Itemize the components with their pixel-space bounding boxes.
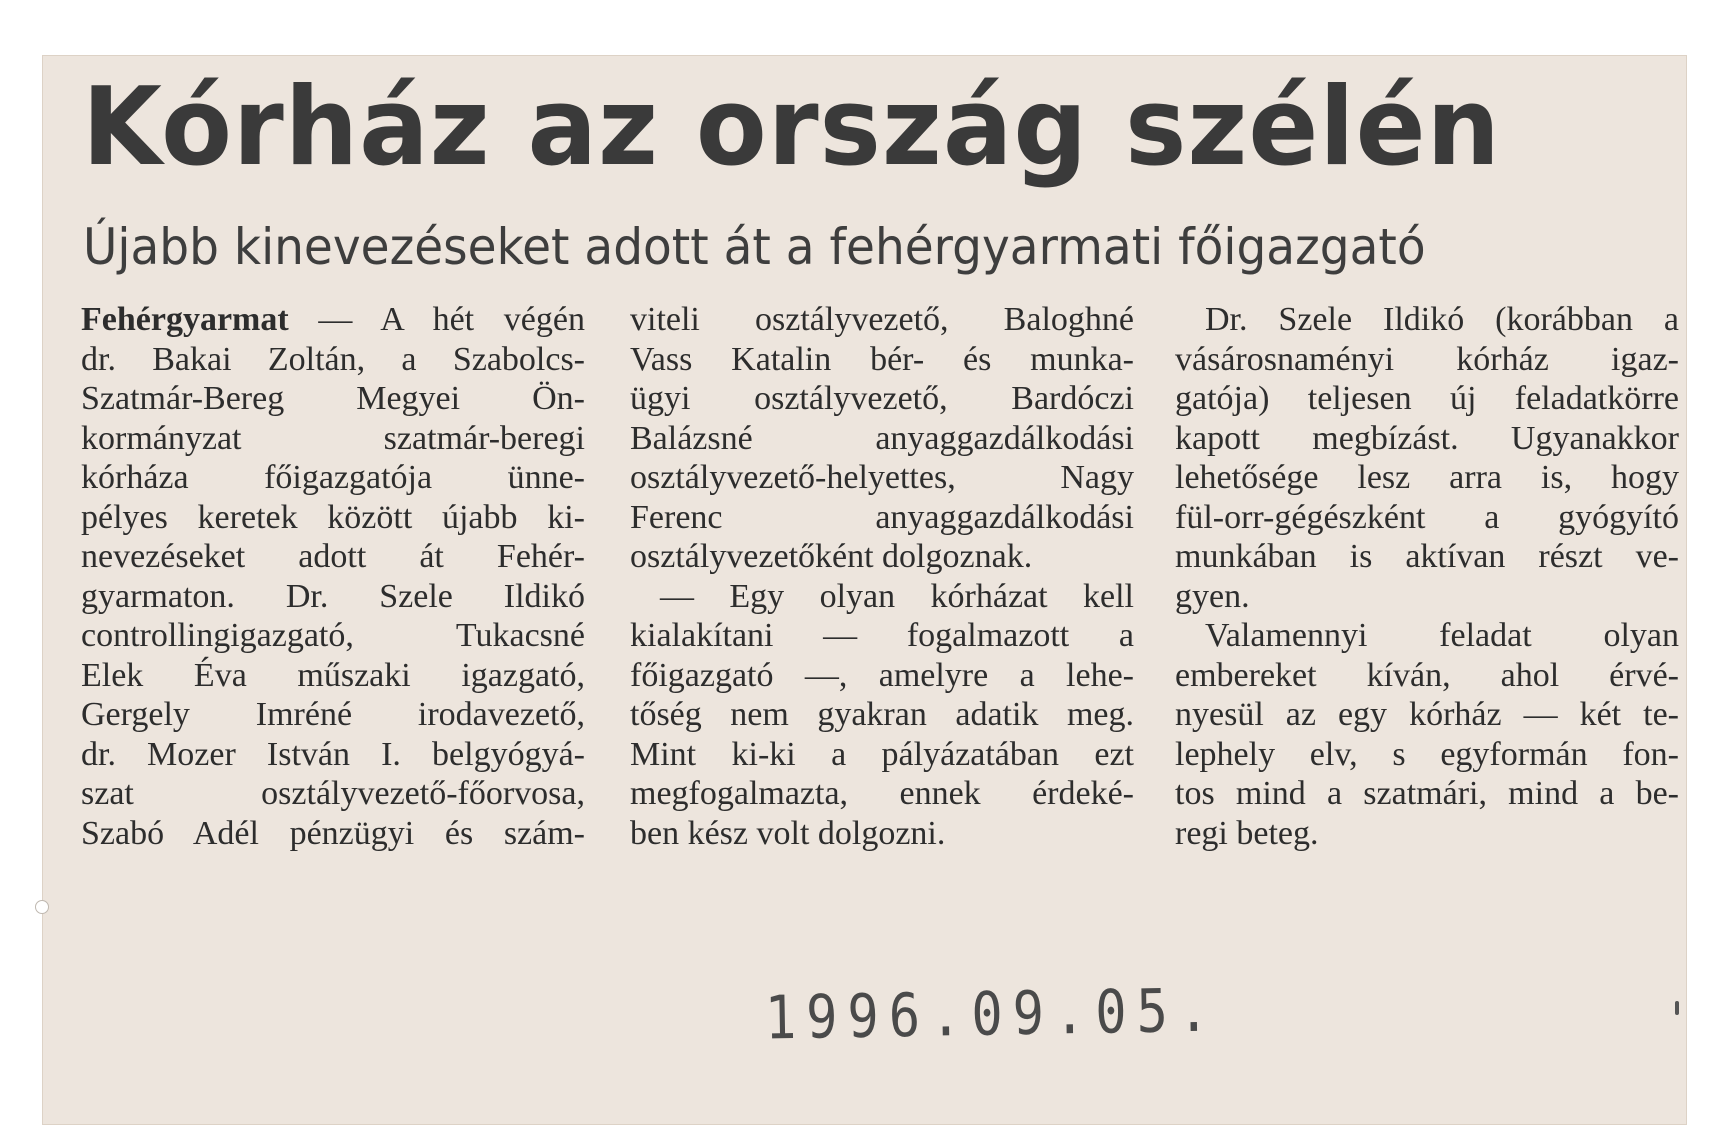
column-line: [81, 300, 585, 340]
punch-hole: [35, 900, 49, 914]
column-line: lephely elv, s egyformán fon-: [1175, 735, 1679, 773]
article-headline: Kórház az ország szélén: [82, 65, 1501, 190]
column-line: — Egy olyan kórházat kell: [660, 577, 1134, 615]
column-line: főigazgató —, amelyre a lehe-: [630, 656, 1134, 694]
column-line: regi beteg.: [1175, 814, 1319, 852]
column-line: kialakítani — fogalmazott a: [630, 617, 1134, 654]
column-line: osztályvezetőként dolgoznak.: [630, 538, 1033, 575]
article-column-1: [81, 300, 585, 853]
column-line: Balázsné anyaggazdálkodási: [630, 419, 1134, 457]
column-line: Dr. Szele Ildikó (korábban a: [1205, 301, 1679, 338]
edge-mark: [1675, 1001, 1679, 1015]
column-line: kórháza főigazgatója ünne-: [81, 459, 585, 496]
column-line: Mint ki-ki a pályázatában ezt: [630, 735, 1134, 773]
column-line: viteli osztályvezető, Baloghné: [630, 301, 1134, 338]
column-line: kapott megbízást. Ugyanakkor: [1175, 419, 1679, 457]
column-line: kormányzat szatmár-beregi: [81, 419, 585, 457]
column-line: embereket kíván, ahol érvé-: [1175, 656, 1679, 694]
column-line: vásárosnaményi kórház igaz-: [1175, 340, 1679, 378]
article-column-3: [1175, 300, 1679, 853]
column-line: Elek Éva műszaki igazgató,: [81, 656, 585, 694]
column-line-text: — A hét végén: [288, 301, 585, 338]
article-column-2: [630, 300, 1134, 853]
column-line: nyesül az egy kórház — két te-: [1175, 696, 1679, 733]
column-line: gatója) teljesen új feladatkörre: [1175, 380, 1679, 417]
article-subheadline: Újabb kinevezéseket adott át a fehérgyarmati főigazgató: [83, 218, 1426, 276]
column-line: Vass Katalin bér- és munka-: [630, 340, 1134, 378]
column-line: tos mind a szatmári, mind a be-: [1175, 775, 1679, 812]
column-line: osztályvezető-helyettes, Nagy: [630, 459, 1134, 496]
column-line: Gergely Imréné irodavezető,: [81, 696, 585, 733]
newspaper-clipping: [42, 55, 1687, 1125]
column-line: lehetősége lesz arra is, hogy: [1175, 459, 1679, 496]
dateline: Fehérgyarmat: [81, 301, 289, 338]
column-line: dr. Bakai Zoltán, a Szabolcs-: [81, 340, 585, 378]
handwritten-date: 1996.09.05.: [764, 976, 1220, 1054]
column-line: gyen.: [1175, 577, 1250, 615]
column-line: gyarmaton. Dr. Szele Ildikó: [81, 577, 585, 615]
column-line: Ferenc anyaggazdálkodási: [630, 498, 1134, 536]
column-line: controllingigazgató, Tukacsné: [81, 617, 585, 654]
column-line: Valamennyi feladat olyan: [1205, 617, 1679, 654]
column-line: dr. Mozer István I. belgyógyá-: [81, 735, 585, 773]
column-line: megfogalmazta, ennek érdeké-: [630, 775, 1134, 812]
column-line: Szabó Adél pénzügyi és szám-: [81, 814, 585, 852]
column-line: tőség nem gyakran adatik meg.: [630, 696, 1134, 733]
column-line: ügyi osztályvezető, Bardóczi: [630, 380, 1134, 417]
column-line: Szatmár-Bereg Megyei Ön-: [81, 380, 585, 417]
column-line: szat osztályvezető-főorvosa,: [81, 775, 585, 812]
column-line: ben kész volt dolgozni.: [630, 814, 946, 852]
column-line: fül-orr-gégészként a gyógyító: [1175, 498, 1679, 536]
column-line: nevezéseket adott át Fehér-: [81, 538, 585, 575]
column-line: munkában is aktívan részt ve-: [1175, 538, 1679, 575]
column-line: pélyes keretek között újabb ki-: [81, 498, 585, 536]
